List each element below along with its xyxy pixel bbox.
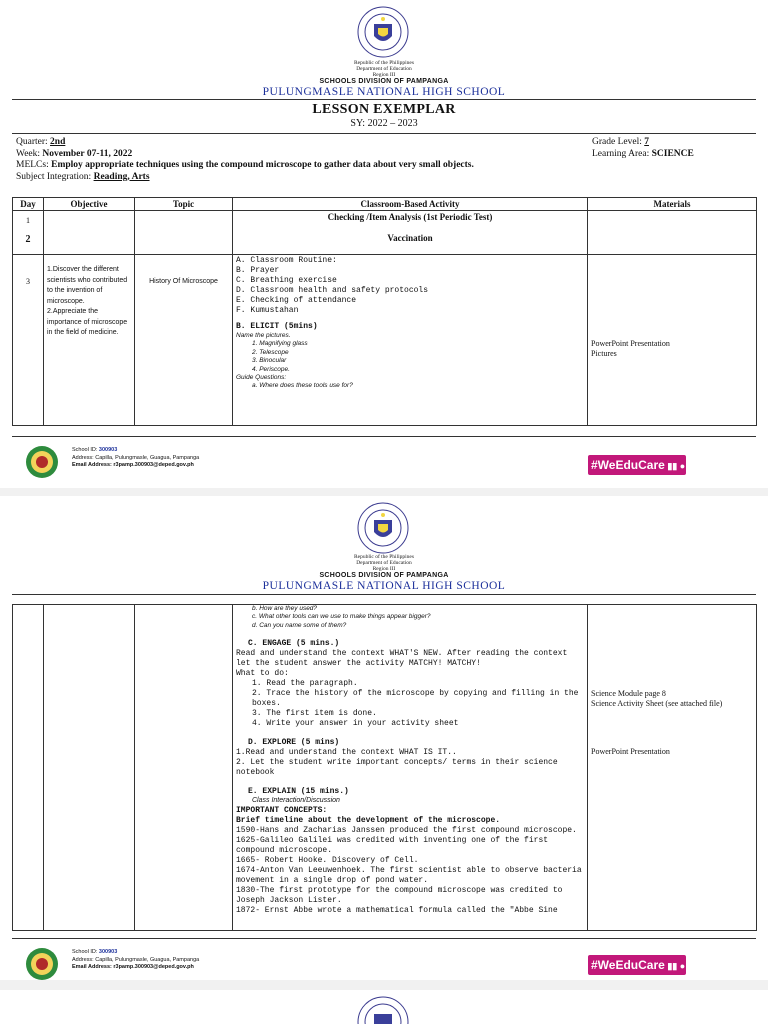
department-text: Department of Education <box>356 66 412 72</box>
grade-info <box>592 137 752 160</box>
footer <box>0 440 768 482</box>
objective-cell <box>44 211 135 255</box>
region-text: Region III <box>372 72 396 78</box>
header-divider <box>12 594 756 595</box>
header-activity: Classroom-Based Activity <box>233 198 588 211</box>
melcs-line: MELCs: Employ appropriate techniques using the compound microscope to gather data about very small objects. <box>16 160 474 170</box>
grade-line: Grade Level: 7 <box>592 137 649 147</box>
table-row <box>13 255 757 426</box>
activity-cell: A. Classroom Routine: B. Prayer C. Breathing exercise D. Classroom health and safety protocols E. Checking of attendance F. Kumustahan B. ELICIT (5mins) Name the pictures. 1. Magnifying glass 2. Telescope 3. Binocular 4. Periscope. Guide Questions: a. Where does these tools use for? <box>233 255 588 426</box>
school-logo-icon <box>20 444 64 480</box>
header-materials: Materials <box>588 198 757 211</box>
header-day: Day <box>13 198 44 211</box>
footer <box>0 942 768 984</box>
day-cell: 3 <box>13 255 44 426</box>
day-cell <box>13 605 44 931</box>
footer-divider <box>12 938 756 939</box>
weeducare-badge: #WeEduCare ▮▮ ● <box>588 955 686 975</box>
day-cell: 1 2 <box>13 211 44 255</box>
activity-cell: Checking /Item Analysis (1st Periodic Test) Vaccination <box>233 211 588 255</box>
lesson-table-continued <box>12 604 757 931</box>
table-row <box>13 211 757 255</box>
table-header-row <box>13 198 757 211</box>
page-2 <box>0 496 768 980</box>
header-objective: Objective <box>44 198 135 211</box>
topic-cell <box>135 605 233 931</box>
lesson-info <box>16 137 576 183</box>
footer-contact: School ID: 300903 Address: Capilla, Pulungmasle, Guagua, Pampanga Email Address: r3pamp.300903@deped.gov.ph <box>72 447 200 468</box>
books-icon: ▮▮ ● <box>664 961 686 971</box>
footer-contact: School ID: 300903 Address: Capilla, Pulungmasle, Guagua, Pampanga Email Address: r3pamp.300903@deped.gov.ph <box>72 949 200 970</box>
books-icon: ▮▮ ● <box>664 461 686 471</box>
region-text: Region III <box>372 566 396 572</box>
header-divider <box>12 99 756 100</box>
objective-cell <box>44 605 135 931</box>
deped-seal-icon <box>357 502 409 554</box>
division-text: SCHOOLS DIVISION OF PAMPANGA <box>319 572 449 579</box>
school-name: PULUNGMASLE NATIONAL HIGH SCHOOL <box>262 580 506 592</box>
topic-cell <box>135 211 233 255</box>
table-row <box>13 605 757 931</box>
school-logo-icon <box>20 946 64 982</box>
page-3 <box>0 990 768 1024</box>
materials-cell: PowerPoint Presentation Pictures <box>588 255 757 426</box>
deped-seal-icon <box>357 6 409 58</box>
objective-cell: 1.Discover the different scientists who contributed to the invention of microscope. 2.Appreciate the importance of microscope in the field of medicine. <box>44 255 135 426</box>
school-year: SY: 2022 – 2023 <box>350 118 418 129</box>
deped-seal-icon <box>357 996 409 1024</box>
integration-line: Subject Integration: Reading, Arts <box>16 171 150 182</box>
topic-cell: History Of Microscope <box>135 255 233 426</box>
materials-cell <box>588 211 757 255</box>
title-divider <box>12 133 756 134</box>
division-text: SCHOOLS DIVISION OF PAMPANGA <box>319 78 449 85</box>
republic-text: Republic of the Philippines <box>353 554 415 560</box>
footer-divider <box>12 436 756 437</box>
republic-text: Republic of the Philippines <box>353 60 415 66</box>
doc-title: LESSON EXEMPLAR <box>312 102 456 117</box>
lesson-table <box>12 197 757 426</box>
header-topic: Topic <box>135 198 233 211</box>
weeducare-badge: #WeEduCare ▮▮ ● <box>588 455 686 475</box>
quarter-line: Quarter: 2nd <box>16 137 66 147</box>
school-name: PULUNGMASLE NATIONAL HIGH SCHOOL <box>262 86 506 98</box>
materials-cell: Science Module page 8 Science Activity Sheet (see attached file) PowerPoint Presentation <box>588 605 757 931</box>
department-text: Department of Education <box>356 560 412 566</box>
page-1 <box>0 0 768 488</box>
area-line: Learning Area: SCIENCE <box>592 148 694 159</box>
week-line: Week: November 07-11, 2022 <box>16 148 133 159</box>
activity-cell: b. How are they used? c. What other tools can we use to make things appear bigger? d. Can you name some of them? C. ENGAGE (5 mins.) Read and understand the context WHAT'S NEW. After reading the context let the student answer the activity MATCHY! MATCHY! What to do: 1. Read the paragraph. 2. Trace the history of the microscope by copying and filling in the boxes. 3. The first item is done. 4. Write your answer in your activity sheet D. EXPLORE (5 mins) 1.Read and understand the context WHAT IS IT.. 2. Let the student write important concepts/ terms in their science notebook E. EXPLAIN (15 mins.) Class Interaction/Discussion IMPORTANT CONCEPTS: Brief timeline about the development of the microscope. 1590-Hans and Zacharias Janssen produced the first compound microscope. 1625-Galileo Galilei was credited with inventing one of the first compound microscope. 1665- Robert Hooke. Discovery of Cell. 1674-Anton Van Leeuwenhoek. The first scientist able to observe bacteria movement in a single drop of pond water. 1830-The first prototype for the compound microscope was credited to Joseph Jackson Lister. 1872- Ernst Abbe wrote a mathematical formula called the "Abbe Sine <box>233 605 588 931</box>
